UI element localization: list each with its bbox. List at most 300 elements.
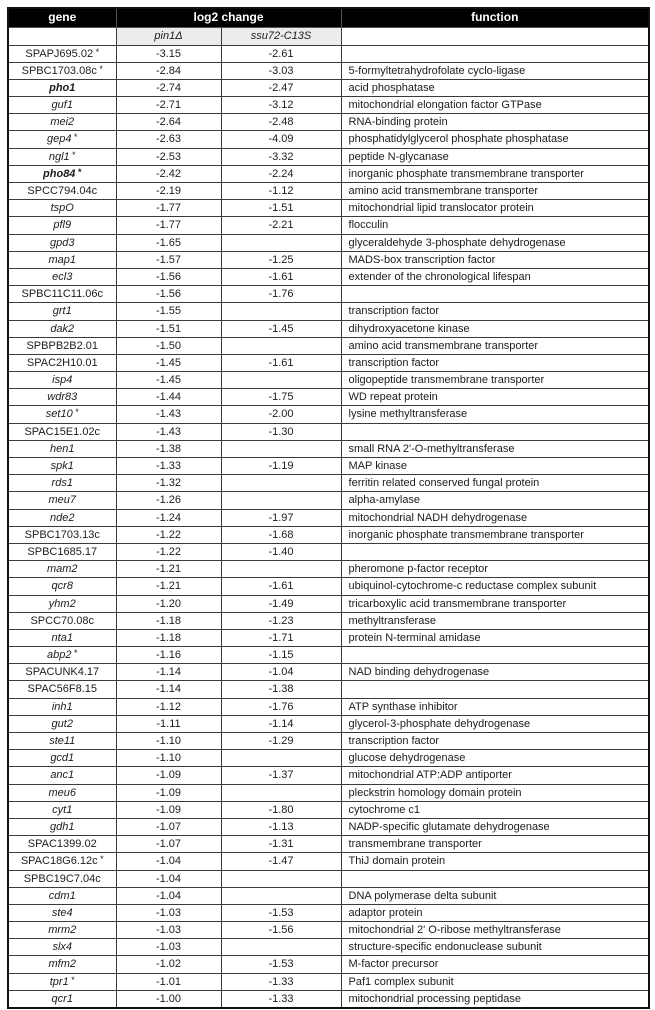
pin1-value-cell: -1.50 xyxy=(116,337,221,354)
ssu72-value-cell: -1.37 xyxy=(221,767,341,784)
ssu72-value-cell: -1.56 xyxy=(221,922,341,939)
table-row xyxy=(8,389,649,406)
gene-name: mei2 xyxy=(50,116,75,129)
function-cell: acid phosphatase xyxy=(341,79,649,96)
function-cell xyxy=(341,543,649,560)
gene-cell xyxy=(8,836,116,853)
gene-name: tpr1 xyxy=(49,975,69,988)
gene-cell xyxy=(8,681,116,698)
ssu72-value-cell: -1.49 xyxy=(221,595,341,612)
ssu72-value-cell: -1.29 xyxy=(221,733,341,750)
gene-name: SPCC70.08c xyxy=(30,614,95,627)
gene-name: abp2 xyxy=(47,649,72,662)
gene-name: tspO xyxy=(50,202,74,215)
gene-cell xyxy=(8,45,116,62)
pin1-value-cell: -1.04 xyxy=(116,870,221,887)
gene-name: SPAC56F8.15 xyxy=(27,683,97,696)
gene-name: SPAC2H10.01 xyxy=(26,356,98,369)
table-row xyxy=(8,526,649,543)
function-cell: ATP synthase inhibitor xyxy=(341,698,649,715)
gene-name: yhm2 xyxy=(48,597,76,610)
pin1-value-cell: -1.21 xyxy=(116,578,221,595)
function-cell: DNA polymerase delta subunit xyxy=(341,887,649,904)
gene-name: SPAC1399.02 xyxy=(27,838,97,851)
ssu72-value-cell: -1.33 xyxy=(221,973,341,990)
ssu72-value-cell: -2.24 xyxy=(221,165,341,182)
pin1-value-cell: -1.14 xyxy=(116,681,221,698)
pin1-value-cell: -1.03 xyxy=(116,904,221,921)
function-cell: glucose dehydrogenase xyxy=(341,750,649,767)
ssu72-value-cell: -1.13 xyxy=(221,818,341,835)
pin1-value-cell: -1.77 xyxy=(116,200,221,217)
gene-cell xyxy=(8,629,116,646)
pin1-value-cell: -1.56 xyxy=(116,268,221,285)
gene-cell xyxy=(8,337,116,354)
pin1-value-cell: -1.22 xyxy=(116,543,221,560)
function-cell: mitochondrial NADH dehydrogenase xyxy=(341,509,649,526)
gene-name: gut2 xyxy=(51,717,73,730)
table-row xyxy=(8,904,649,921)
gene-name: wdr83 xyxy=(47,391,78,404)
gene-cell xyxy=(8,492,116,509)
ssu72-value-cell: -2.61 xyxy=(221,45,341,62)
pin1-value-cell: -1.44 xyxy=(116,389,221,406)
pin1-value-cell: -2.64 xyxy=(116,114,221,131)
gene-name: meu7 xyxy=(48,494,77,507)
ssu72-value-cell: -1.61 xyxy=(221,578,341,595)
function-cell: transcription factor xyxy=(341,303,649,320)
pin1-value-cell: -1.04 xyxy=(116,853,221,870)
table-row xyxy=(8,251,649,268)
gene-name: SPBC1703.08c xyxy=(21,64,97,77)
function-cell: MAP kinase xyxy=(341,458,649,475)
function-cell: M-factor precursor xyxy=(341,956,649,973)
gene-name: spk1 xyxy=(50,460,74,473)
function-cell: transmembrane transporter xyxy=(341,836,649,853)
pin1-value-cell: -1.01 xyxy=(116,973,221,990)
pin1-value-cell: -1.14 xyxy=(116,664,221,681)
function-cell: protein N-terminal amidase xyxy=(341,629,649,646)
pin1-value-cell: -1.09 xyxy=(116,784,221,801)
pin1-value-cell: -1.10 xyxy=(116,750,221,767)
function-cell: ferritin related conserved fungal protein xyxy=(341,475,649,492)
ssu72-value-cell: -1.80 xyxy=(221,801,341,818)
gene-name: set10 xyxy=(45,408,73,421)
function-cell xyxy=(341,681,649,698)
gene-name: SPBC1703.13c xyxy=(24,528,100,541)
gene-cell xyxy=(8,458,116,475)
gene-cell xyxy=(8,578,116,595)
table-row xyxy=(8,956,649,973)
table-row xyxy=(8,595,649,612)
ssu72-value-cell xyxy=(221,784,341,801)
gene-name: SPAC18G6.12c xyxy=(20,855,98,868)
gene-name: dak2 xyxy=(50,322,75,335)
gene-name: meu6 xyxy=(48,786,77,799)
gene-cell xyxy=(8,148,116,165)
table-row xyxy=(8,234,649,251)
subheader-gene-empty xyxy=(8,27,116,45)
gene-cell xyxy=(8,268,116,285)
table-row xyxy=(8,354,649,371)
ssu72-value-cell: -1.30 xyxy=(221,423,341,440)
gene-name: qcr8 xyxy=(51,580,73,593)
pin1-value-cell: -1.11 xyxy=(116,715,221,732)
gene-cell xyxy=(8,784,116,801)
pin1-value-cell: -1.55 xyxy=(116,303,221,320)
function-cell: flocculin xyxy=(341,217,649,234)
ssu72-value-cell: -1.61 xyxy=(221,354,341,371)
gene-cell xyxy=(8,715,116,732)
pin1-value-cell: -1.45 xyxy=(116,372,221,389)
gene-name: cdm1 xyxy=(48,889,76,902)
asterisk-marker: * xyxy=(71,132,78,143)
pin1-value-cell: -1.38 xyxy=(116,440,221,457)
table-row xyxy=(8,629,649,646)
function-cell xyxy=(341,286,649,303)
function-cell: MADS-box transcription factor xyxy=(341,251,649,268)
pin1-value-cell: -1.57 xyxy=(116,251,221,268)
ssu72-value-cell: -1.76 xyxy=(221,698,341,715)
function-cell: dihydroxyacetone kinase xyxy=(341,320,649,337)
gene-cell xyxy=(8,870,116,887)
gene-cell xyxy=(8,79,116,96)
pin1-value-cell: -1.43 xyxy=(116,423,221,440)
ssu72-value-cell: -3.03 xyxy=(221,62,341,79)
subheader-pin1-delta: pin1Δ xyxy=(116,27,221,45)
gene-name: ecl3 xyxy=(52,270,73,283)
table-row xyxy=(8,922,649,939)
gene-cell xyxy=(8,526,116,543)
gene-name: isp4 xyxy=(52,374,73,387)
gene-expression-table xyxy=(7,7,650,1009)
gene-name: hen1 xyxy=(50,442,75,455)
gene-name: SPAC15E1.02c xyxy=(24,425,101,438)
function-cell: alpha-amylase xyxy=(341,492,649,509)
function-cell: NADP-specific glutamate dehydrogenase xyxy=(341,818,649,835)
ssu72-value-cell xyxy=(221,475,341,492)
table-row xyxy=(8,440,649,457)
gene-name: SPCC794.04c xyxy=(27,185,98,198)
ssu72-value-cell: -3.12 xyxy=(221,97,341,114)
gene-cell xyxy=(8,114,116,131)
table-row xyxy=(8,870,649,887)
gene-name: inh1 xyxy=(51,700,73,713)
pin1-value-cell: -1.07 xyxy=(116,836,221,853)
function-cell: mitochondrial elongation factor GTPase xyxy=(341,97,649,114)
gene-cell xyxy=(8,97,116,114)
function-cell: tricarboxylic acid transmembrane transporter xyxy=(341,595,649,612)
pin1-value-cell: -1.09 xyxy=(116,767,221,784)
gene-name: SPBC11C11.06c xyxy=(21,288,104,301)
subheader-row xyxy=(8,27,649,45)
pin1-value-cell: -1.12 xyxy=(116,698,221,715)
table-row xyxy=(8,423,649,440)
pin1-value-cell: -1.04 xyxy=(116,887,221,904)
gene-cell xyxy=(8,647,116,664)
gene-cell xyxy=(8,509,116,526)
gene-name: ngl1 xyxy=(48,150,70,163)
gene-cell xyxy=(8,389,116,406)
table-row xyxy=(8,303,649,320)
table-row xyxy=(8,647,649,664)
function-cell: lysine methyltransferase xyxy=(341,406,649,423)
function-cell: NAD binding dehydrogenase xyxy=(341,664,649,681)
gene-cell xyxy=(8,939,116,956)
table-row xyxy=(8,973,649,990)
ssu72-value-cell: -2.21 xyxy=(221,217,341,234)
table-row xyxy=(8,492,649,509)
pin1-value-cell: -1.10 xyxy=(116,733,221,750)
function-cell: mitochondrial processing peptidase xyxy=(341,990,649,1007)
gene-cell xyxy=(8,698,116,715)
gene-name: mrm2 xyxy=(48,924,77,937)
function-cell: mitochondrial ATP:ADP antiporter xyxy=(341,767,649,784)
table-row xyxy=(8,183,649,200)
gene-name: pho1 xyxy=(49,81,76,94)
table-row xyxy=(8,148,649,165)
ssu72-value-cell xyxy=(221,234,341,251)
ssu72-value-cell: -1.47 xyxy=(221,853,341,870)
table-body xyxy=(8,45,649,1008)
gene-name: ste11 xyxy=(49,735,76,748)
pin1-value-cell: -1.18 xyxy=(116,612,221,629)
table-row xyxy=(8,818,649,835)
ssu72-value-cell: -1.76 xyxy=(221,286,341,303)
gene-cell xyxy=(8,595,116,612)
ssu72-value-cell: -1.38 xyxy=(221,681,341,698)
ssu72-value-cell: -2.00 xyxy=(221,406,341,423)
table-row xyxy=(8,200,649,217)
pin1-value-cell: -1.33 xyxy=(116,458,221,475)
function-cell: inorganic phosphate transmembrane transporter xyxy=(341,526,649,543)
ssu72-value-cell: -1.23 xyxy=(221,612,341,629)
gene-cell xyxy=(8,475,116,492)
ssu72-value-cell: -1.15 xyxy=(221,647,341,664)
table-row xyxy=(8,79,649,96)
gene-name: guf1 xyxy=(51,99,73,112)
gene-cell xyxy=(8,183,116,200)
function-cell: ubiquinol-cytochrome-c reductase complex subunit xyxy=(341,578,649,595)
gene-name: mfm2 xyxy=(48,958,76,971)
pin1-value-cell: -2.71 xyxy=(116,97,221,114)
function-cell: mitochondrial lipid translocator protein xyxy=(341,200,649,217)
ssu72-value-cell: -2.47 xyxy=(221,79,341,96)
ssu72-value-cell: -1.40 xyxy=(221,543,341,560)
table-row xyxy=(8,217,649,234)
pin1-value-cell: -1.21 xyxy=(116,561,221,578)
table-row xyxy=(8,733,649,750)
asterisk-marker: * xyxy=(69,149,76,160)
table-row xyxy=(8,509,649,526)
gene-name: SPBC19C7.04c xyxy=(23,872,101,885)
function-cell: extender of the chronological lifespan xyxy=(341,268,649,285)
table-row xyxy=(8,681,649,698)
pin1-value-cell: -1.02 xyxy=(116,956,221,973)
table-row xyxy=(8,561,649,578)
gene-cell xyxy=(8,750,116,767)
function-cell: adaptor protein xyxy=(341,904,649,921)
table-row xyxy=(8,286,649,303)
function-cell: amino acid transmembrane transporter xyxy=(341,337,649,354)
ssu72-value-cell: -1.75 xyxy=(221,389,341,406)
function-cell xyxy=(341,647,649,664)
pin1-value-cell: -1.56 xyxy=(116,286,221,303)
function-cell: WD repeat protein xyxy=(341,389,649,406)
table-row xyxy=(8,131,649,148)
table-row xyxy=(8,750,649,767)
function-cell: 5-formyltetrahydrofolate cyclo-ligase xyxy=(341,62,649,79)
pin1-value-cell: -1.65 xyxy=(116,234,221,251)
gene-name: gdh1 xyxy=(50,820,75,833)
function-cell: RNA-binding protein xyxy=(341,114,649,131)
gene-cell xyxy=(8,406,116,423)
function-cell: cytochrome c1 xyxy=(341,801,649,818)
function-cell: pheromone p-factor receptor xyxy=(341,561,649,578)
gene-name: ste4 xyxy=(51,906,73,919)
gene-cell xyxy=(8,165,116,182)
gene-name: map1 xyxy=(48,253,77,266)
function-cell: small RNA 2'-O-methyltransferase xyxy=(341,440,649,457)
ssu72-value-cell xyxy=(221,492,341,509)
function-cell: Paf1 complex subunit xyxy=(341,973,649,990)
pin1-value-cell: -1.00 xyxy=(116,990,221,1007)
ssu72-value-cell: -1.31 xyxy=(221,836,341,853)
table-row xyxy=(8,698,649,715)
function-cell: transcription factor xyxy=(341,354,649,371)
gene-name: cyt1 xyxy=(52,803,73,816)
function-cell: phosphatidylglycerol phosphate phosphatase xyxy=(341,131,649,148)
gene-cell xyxy=(8,131,116,148)
function-cell: pleckstrin homology domain protein xyxy=(341,784,649,801)
gene-name: grt1 xyxy=(52,305,72,318)
table-row xyxy=(8,458,649,475)
gene-cell xyxy=(8,904,116,921)
pin1-value-cell: -2.84 xyxy=(116,62,221,79)
gene-name: pho84 xyxy=(43,167,76,180)
gene-cell xyxy=(8,303,116,320)
gene-name: anc1 xyxy=(50,769,75,782)
gene-cell xyxy=(8,320,116,337)
ssu72-value-cell: -1.71 xyxy=(221,629,341,646)
table-row xyxy=(8,664,649,681)
gene-name: mam2 xyxy=(46,563,78,576)
function-cell: mitochondrial 2' O-ribose methyltransferase xyxy=(341,922,649,939)
table-row xyxy=(8,45,649,62)
gene-name: nta1 xyxy=(51,631,73,644)
pin1-value-cell: -1.07 xyxy=(116,818,221,835)
ssu72-value-cell xyxy=(221,870,341,887)
table-row xyxy=(8,543,649,560)
gene-cell xyxy=(8,234,116,251)
asterisk-marker: * xyxy=(75,166,82,177)
gene-cell xyxy=(8,973,116,990)
gene-cell xyxy=(8,423,116,440)
gene-cell xyxy=(8,956,116,973)
function-cell xyxy=(341,870,649,887)
subheader-function-empty xyxy=(341,27,649,45)
table-row xyxy=(8,990,649,1007)
function-cell: transcription factor xyxy=(341,733,649,750)
gene-cell xyxy=(8,853,116,870)
pin1-value-cell: -1.43 xyxy=(116,406,221,423)
pin1-value-cell: -1.16 xyxy=(116,647,221,664)
gene-name: SPBC1685.17 xyxy=(27,545,98,558)
pin1-value-cell: -2.63 xyxy=(116,131,221,148)
table-row xyxy=(8,268,649,285)
gene-cell xyxy=(8,200,116,217)
ssu72-value-cell xyxy=(221,303,341,320)
pin1-value-cell: -1.18 xyxy=(116,629,221,646)
asterisk-marker: * xyxy=(97,854,104,865)
pin1-value-cell: -1.03 xyxy=(116,922,221,939)
ssu72-value-cell xyxy=(221,939,341,956)
gene-cell xyxy=(8,664,116,681)
function-cell xyxy=(341,45,649,62)
table-row xyxy=(8,767,649,784)
ssu72-value-cell: -3.32 xyxy=(221,148,341,165)
pin1-value-cell: -1.22 xyxy=(116,526,221,543)
gene-cell xyxy=(8,217,116,234)
gene-cell xyxy=(8,372,116,389)
gene-name: gcd1 xyxy=(50,752,75,765)
pin1-value-cell: -1.51 xyxy=(116,320,221,337)
gene-name: SPAPJ695.02 xyxy=(25,47,94,60)
function-cell: amino acid transmembrane transporter xyxy=(341,183,649,200)
gene-name: slx4 xyxy=(52,941,73,954)
gene-cell xyxy=(8,251,116,268)
ssu72-value-cell xyxy=(221,372,341,389)
pin1-value-cell: -2.53 xyxy=(116,148,221,165)
ssu72-value-cell: -1.53 xyxy=(221,956,341,973)
header-log2-change: log2 change xyxy=(116,8,341,27)
gene-cell xyxy=(8,440,116,457)
ssu72-value-cell: -1.97 xyxy=(221,509,341,526)
table-row xyxy=(8,801,649,818)
gene-cell xyxy=(8,733,116,750)
gene-cell xyxy=(8,990,116,1007)
ssu72-value-cell: -1.19 xyxy=(221,458,341,475)
gene-name: SPACUNK4.17 xyxy=(25,666,100,679)
pin1-value-cell: -1.24 xyxy=(116,509,221,526)
ssu72-value-cell xyxy=(221,440,341,457)
gene-cell xyxy=(8,767,116,784)
header-gene: gene xyxy=(8,8,116,27)
ssu72-value-cell: -1.33 xyxy=(221,990,341,1007)
pin1-value-cell: -2.74 xyxy=(116,79,221,96)
ssu72-value-cell: -1.45 xyxy=(221,320,341,337)
pin1-value-cell: -2.19 xyxy=(116,183,221,200)
ssu72-value-cell: -2.48 xyxy=(221,114,341,131)
ssu72-value-cell xyxy=(221,561,341,578)
function-cell: glyceraldehyde 3-phosphate dehydrogenase xyxy=(341,234,649,251)
asterisk-marker: * xyxy=(96,63,103,74)
ssu72-value-cell xyxy=(221,337,341,354)
pin1-value-cell: -1.45 xyxy=(116,354,221,371)
table-row xyxy=(8,939,649,956)
pin1-value-cell: -1.03 xyxy=(116,939,221,956)
table-row xyxy=(8,612,649,629)
table-row xyxy=(8,887,649,904)
gene-name: gep4 xyxy=(47,133,72,146)
ssu72-value-cell: -1.25 xyxy=(221,251,341,268)
gene-cell xyxy=(8,561,116,578)
gene-cell xyxy=(8,922,116,939)
gene-cell xyxy=(8,612,116,629)
table-row xyxy=(8,578,649,595)
table-row xyxy=(8,62,649,79)
ssu72-value-cell: -1.68 xyxy=(221,526,341,543)
